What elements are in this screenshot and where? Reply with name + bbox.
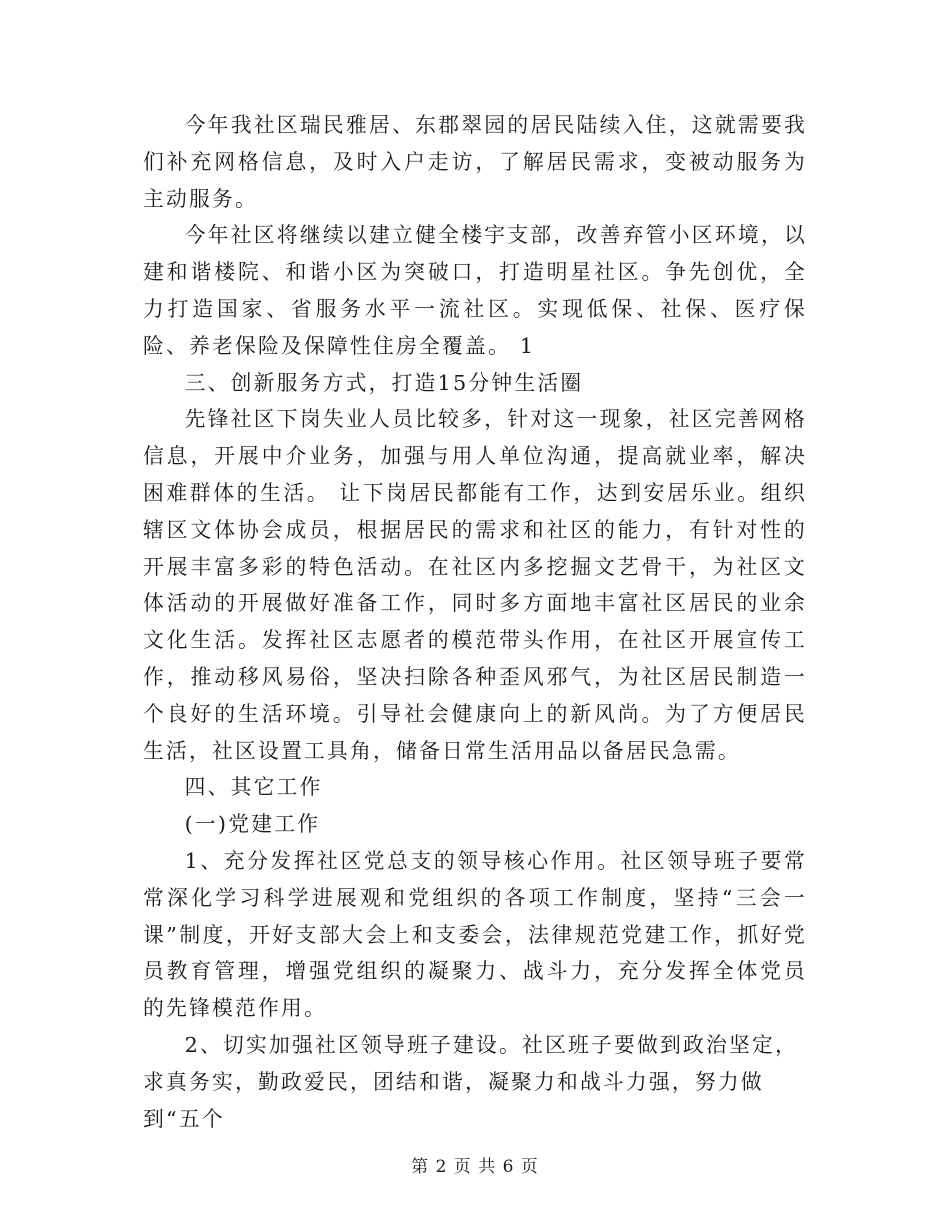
paragraph-community-plan: 今年社区将继续以建立健全楼宇支部，改善弃管小区环境，以建和谐楼院、和谐小区为突破口，打造明星社区。争先创优，全力打造国家、省服务水平一流社区。实现低保、社保、医疗保险、养老保险及保障性住房全覆盖。 1 — [143, 223, 807, 358]
paragraph-employment-services: 先锋社区下岗失业人员比较多，针对这一现象，社区完善网格信息，开展中介业务，加强与用人单位沟通，提高就业率，解决困难群体的生活。 让下岗居民都能有工作，达到安居乐业。组织辖区文体协会成员，根据居民的需求和社区的能力，有针对性的开展丰富多彩的特色活动。在社区内多挖掘文艺骨干，为社区文体活动的开展做好准备工作，同时多方面地丰富社区居民的业余文化生活。发挥社区志愿者的模范带头作用，在社区开展宣传工作，推动移风易俗，坚决扫除各种歪风邪气，为社区居民制造一个良好的生活环境。引导社会健康向上的新风尚。为了方便居民生活，社区设置工具角，储备日常生活用品以备居民急需。 — [143, 407, 807, 763]
page-number-footer: 第 2 页 共 6 页 — [411, 1157, 539, 1177]
heading-section-four: 四、其它工作 — [184, 775, 323, 800]
document-body — [143, 107, 807, 1137]
heading-party-building: (一)党建工作 — [184, 812, 321, 837]
paragraph-leadership-team: 2、切实加强社区领导班子建设。社区班子要做到政治坚定，求真务实，勤政爱民，团结和谐，凝聚力和战斗力强，努力做到“五个 — [143, 1032, 798, 1131]
paragraph-resident-move-in: 今年我社区瑞民雅居、东郡翠园的居民陆续入住，这就需要我们补充网格信息，及时入户走访，了解居民需求，变被动服务为主动服务。 — [143, 113, 807, 211]
paragraph-party-leadership: 1、充分发挥社区党总支的领导核心作用。社区领导班子要常常深化学习科学进展观和党组织的各项工作制度，坚持“三会一课”制度，开好支部大会上和支委会，法律规范党建工作，抓好党员教育管理，增强党组织的凝聚力、战斗力，充分发挥全体党员的先锋模范作用。 — [143, 848, 807, 1021]
heading-section-three: 三、创新服务方式，打造15分钟生活圈 — [184, 370, 584, 395]
